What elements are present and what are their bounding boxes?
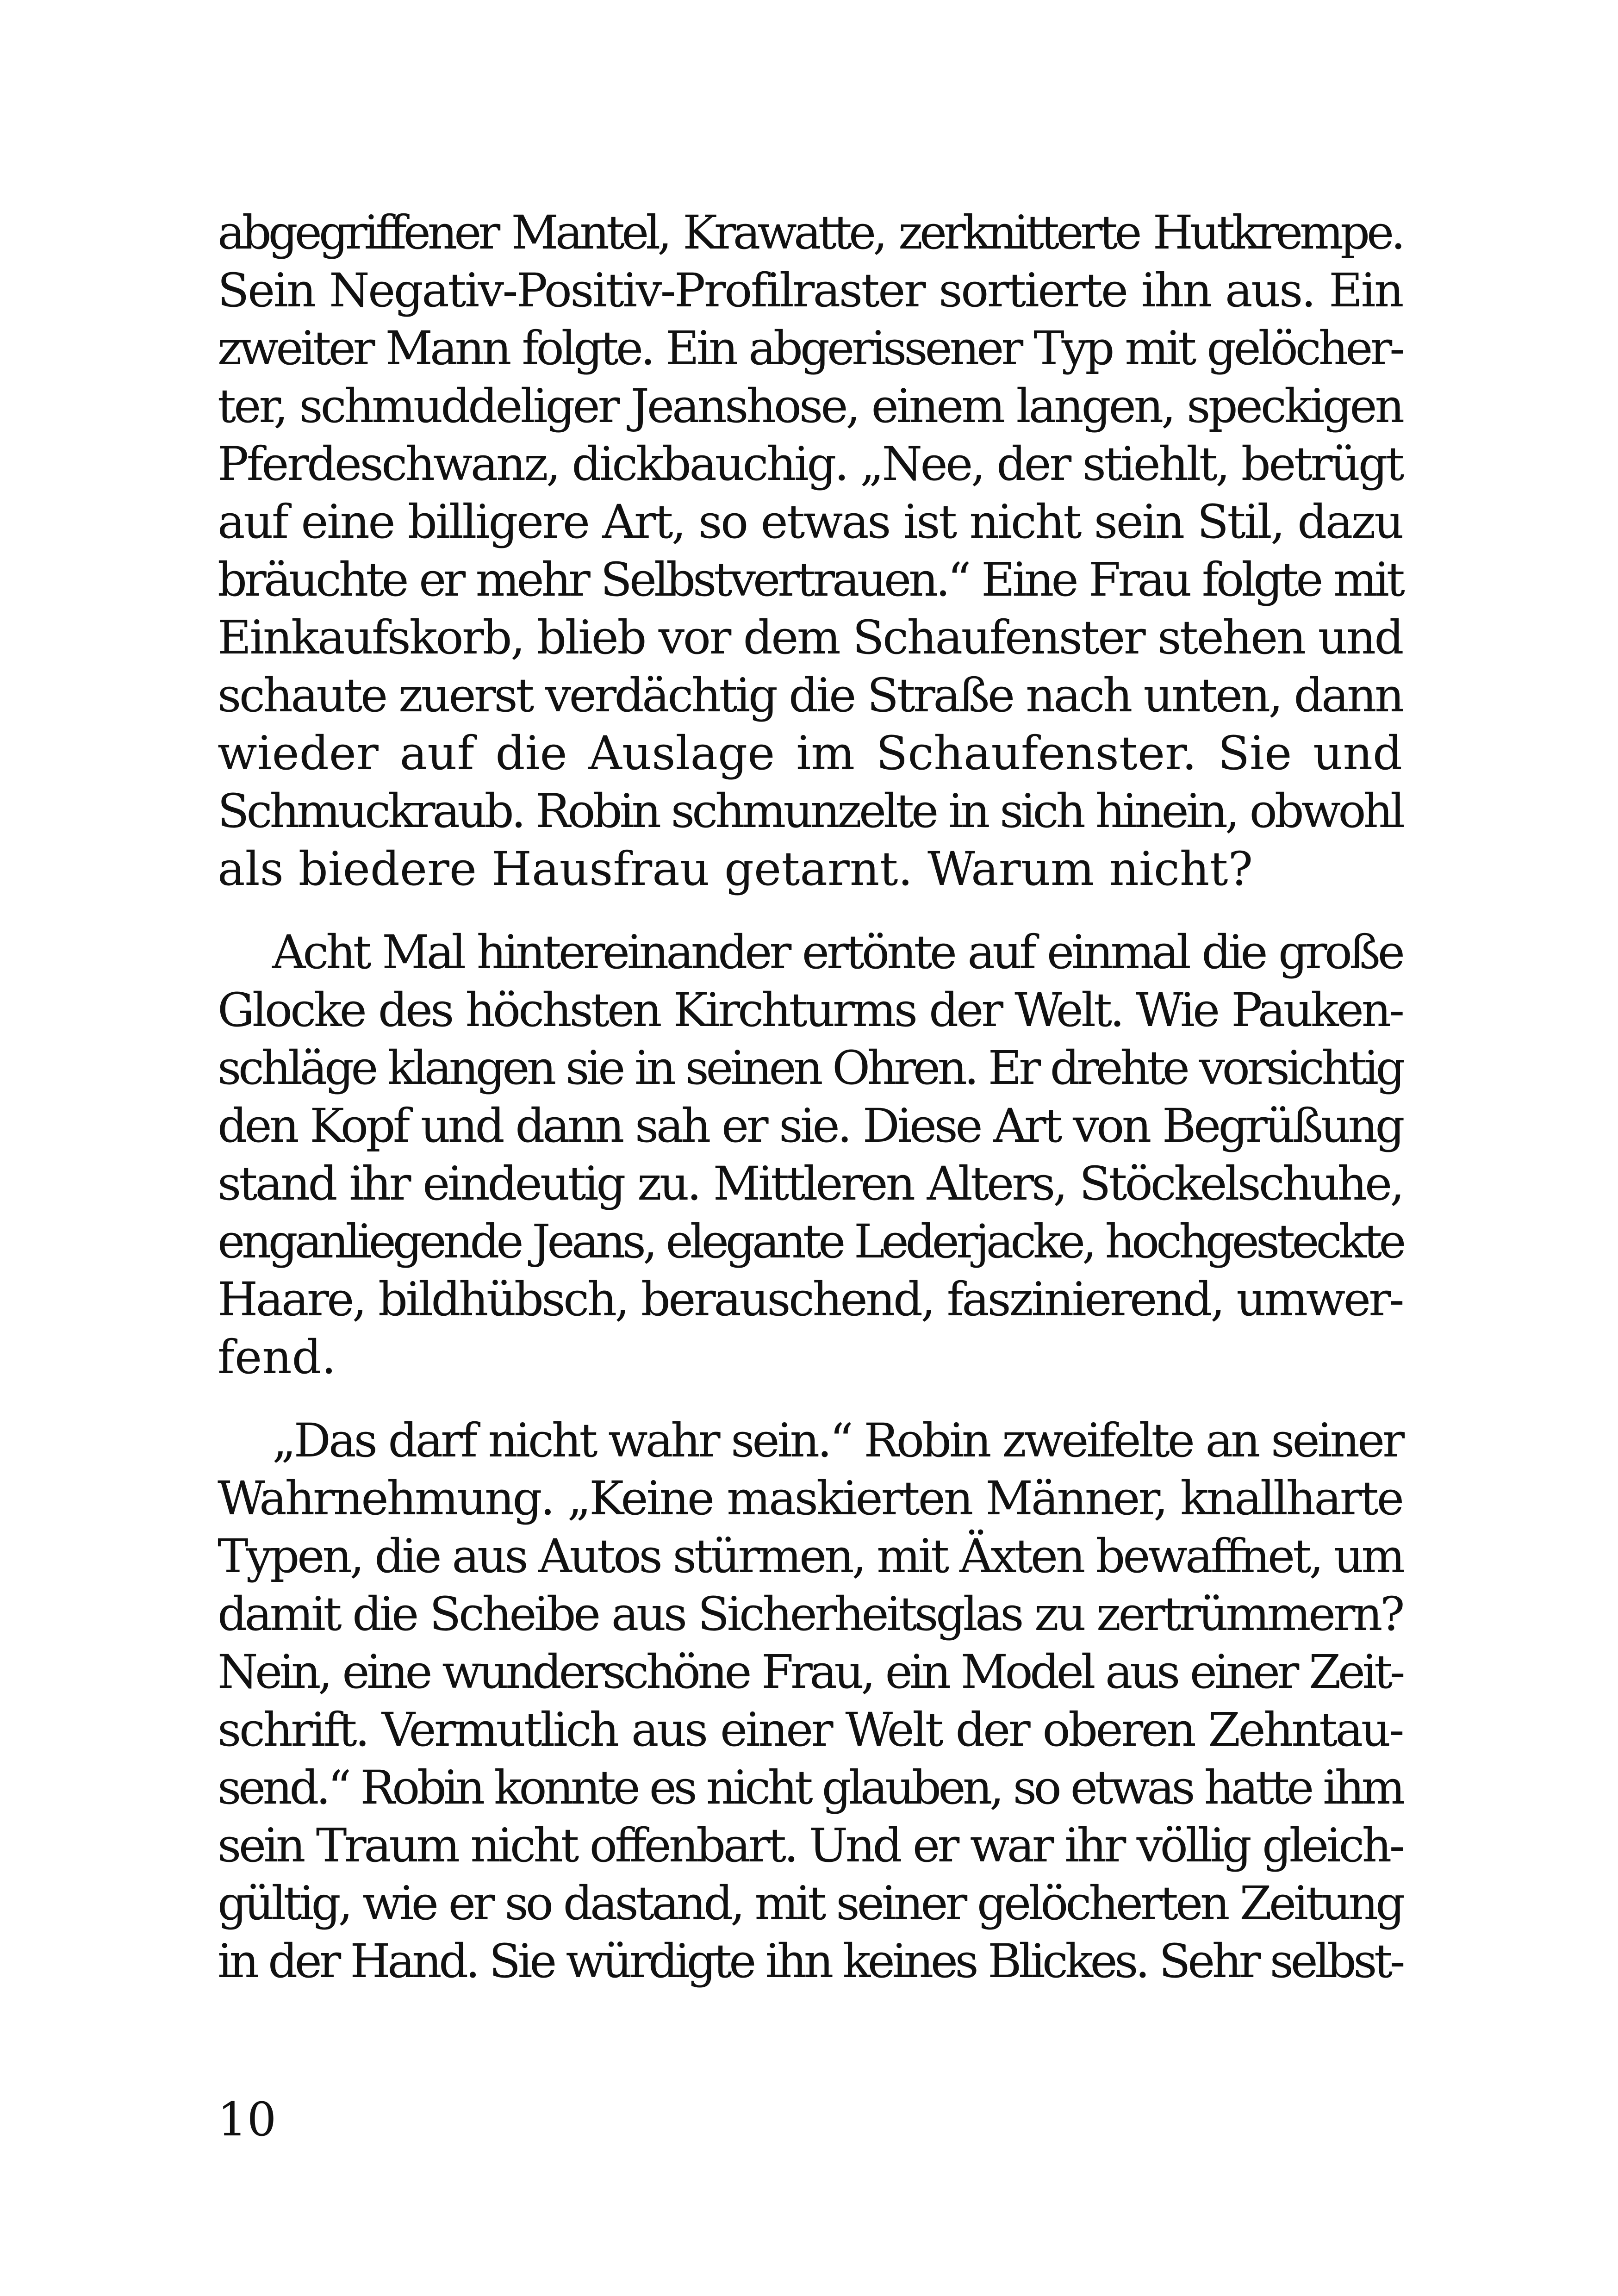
text-line: Pferdeschwanz, dickbauchig. „Nee, der stiehlt, betrügt — [218, 437, 1402, 491]
text-line: sein Traum nicht offenbart. Und er war ihr völlig gleich- — [218, 1818, 1402, 1873]
text-line: schrift. Vermutlich aus einer Welt der oberen Zehntau- — [218, 1703, 1402, 1757]
text-line: zweiter Mann folgte. Ein abgerissener Typ mit gelöcher- — [218, 321, 1402, 375]
text-line: abgegriffener Mantel, Krawatte, zerknitterte Hutkrempe. — [218, 205, 1402, 260]
paragraph-spacing — [218, 898, 1402, 923]
text-line: Acht Mal hintereinander ertönte auf einmal die große — [272, 925, 1402, 979]
text-line: wieder auf die Auslage im Schaufenster. Sie und — [218, 726, 1402, 780]
page-number: 10 — [218, 2092, 277, 2147]
paragraph-spacing — [218, 1386, 1402, 1412]
text-line: in der Hand. Sie würdigte ihn keines Blickes. Sehr selbst- — [218, 1934, 1402, 1988]
text-line: schaute zuerst verdächtig die Straße nach unten, dann — [218, 668, 1402, 722]
text-line: gültig, wie er so dastand, mit seiner gelöcherten Zeitung — [218, 1876, 1402, 1930]
text-line: auf eine billigere Art, so etwas ist nicht sein Stil, dazu — [218, 495, 1402, 549]
text-line: schläge klangen sie in seinen Ohren. Er drehte vorsichtig — [218, 1041, 1402, 1095]
text-line: Schmuckraub. Robin schmunzelte in sich hinein, obwohl — [218, 784, 1402, 838]
paragraph-1 — [218, 204, 1402, 898]
text-line: Glocke des höchsten Kirchturms der Welt. Wie Pauken- — [218, 983, 1402, 1037]
paragraph-2 — [218, 923, 1402, 1386]
text-line: damit die Scheibe aus Sicherheitsglas zu zertrümmern? — [218, 1587, 1402, 1641]
text-line: als biedere Hausfrau getarnt. Warum nicht? — [218, 842, 1253, 896]
text-line: bräuchte er mehr Selbstvertrauen.“ Eine Frau folgte mit — [218, 553, 1402, 607]
text-line: send.“ Robin konnte es nicht glauben, so etwas hatte ihm — [218, 1761, 1402, 1815]
text-line: stand ihr eindeutig zu. Mittleren Alters, Stöckelschuhe, — [218, 1157, 1402, 1211]
text-line: Sein Negativ-Positiv-Profilraster sortierte ihn aus. Ein — [218, 263, 1402, 317]
text-line: Haare, bildhübsch, berauschend, faszinierend, umwer- — [218, 1272, 1402, 1326]
paragraph-3 — [218, 1412, 1402, 1990]
text-line: Wahrnehmung. „Keine maskierten Männer, knallharte — [218, 1471, 1402, 1525]
text-line: ter, schmuddeliger Jeanshose, einem langen, speckigen — [218, 379, 1402, 433]
text-line: enganliegende Jeans, elegante Lederjacke, hochgesteckte — [218, 1214, 1403, 1269]
text-line: den Kopf und dann sah er sie. Diese Art von Begrüßung — [218, 1099, 1402, 1153]
text-line: fend. — [218, 1330, 336, 1384]
body-text — [218, 204, 1402, 1990]
text-line: Typen, die aus Autos stürmen, mit Äxten bewaffnet, um — [218, 1529, 1403, 1583]
text-line: Nein, eine wunderschöne Frau, ein Model aus einer Zeit- — [218, 1645, 1402, 1699]
text-line: „Das darf nicht wahr sein.“ Robin zweifelte an seiner — [272, 1413, 1402, 1468]
text-line: Einkaufskorb, blieb vor dem Schaufenster stehen und — [218, 610, 1402, 665]
